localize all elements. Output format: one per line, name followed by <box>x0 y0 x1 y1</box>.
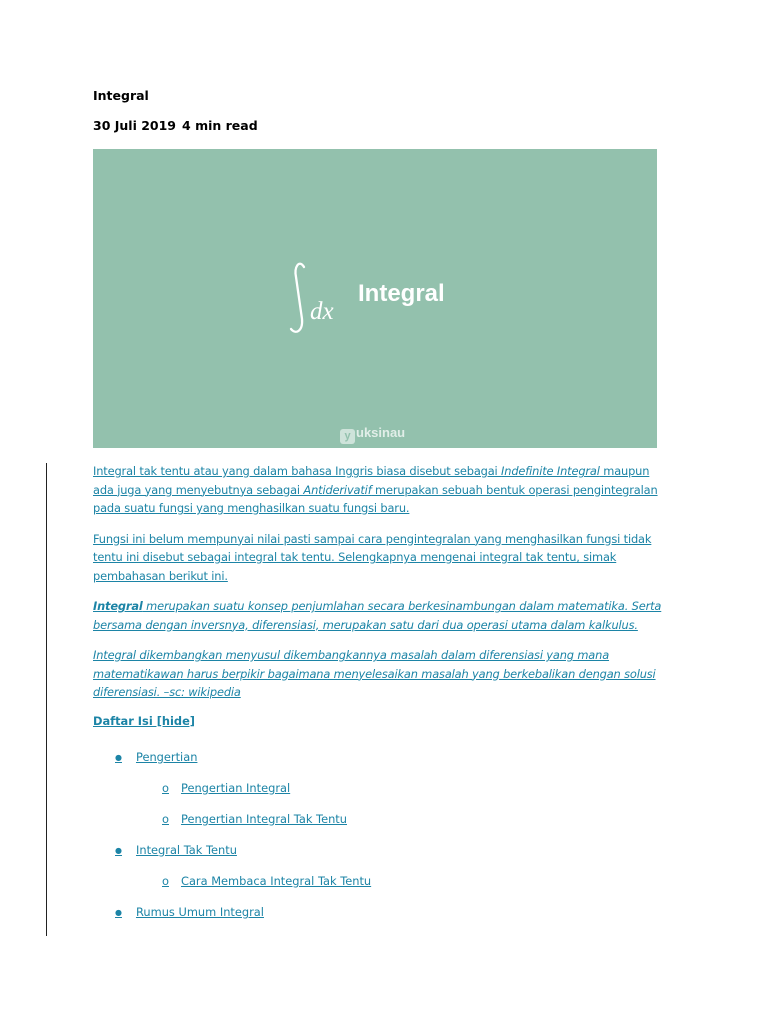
toc-item-pengertian[interactable] <box>115 750 197 764</box>
paragraph-integral-def[interactable] <box>93 597 673 634</box>
toc-item-label: Rumus Umum Integral <box>135 905 264 919</box>
toc-item-label: Pengertian Integral <box>180 781 291 795</box>
toc-sub-bullet-icon: o <box>162 781 169 795</box>
article-meta <box>93 118 264 133</box>
watermark-text: uksinau <box>356 425 406 440</box>
toc-sub-bullet-icon: o <box>162 874 169 888</box>
paragraph-intro-text: Integral tak tentu atau yang dalam bahasa Inggris biasa disebut sebagai <box>93 464 502 478</box>
paragraph-intro-text: merupakan sebuah bentuk operasi pengintegralan pada suatu fungsi yang menghasilkan suatu fungsi baru. <box>93 482 658 515</box>
paragraph-fungsi[interactable]: Fungsi ini belum mempunyai nilai pasti sampai cara pengintegralan yang menghasilkan fungsi tidak tentu ini disebut sebagai integral tak tentu. Selengkapnya mengenai integral tak tentu, simak pembahasan berikut ini. <box>93 531 652 583</box>
hero-title: Integral <box>358 280 445 307</box>
paragraph-intro-italic: Antiderivatif <box>303 482 372 497</box>
article-date: 30 Juli 2019 <box>93 118 177 133</box>
paragraph-integral-bold: Integral <box>93 599 143 613</box>
toc-sub-bullet-icon: o <box>162 812 169 826</box>
toc-item-integral-tak-tentu[interactable] <box>115 843 237 857</box>
article-title: Integral <box>93 88 149 103</box>
toc-bullet-icon: ● <box>115 908 122 917</box>
toc-bullet-icon: ● <box>115 846 122 855</box>
article-body <box>93 462 673 728</box>
hero-image <box>93 149 657 448</box>
integral-symbol-icon <box>284 259 354 339</box>
article-read-time: 4 min read <box>182 118 258 133</box>
paragraph-intro[interactable] <box>93 462 673 518</box>
paragraph-wikipedia[interactable]: Integral dikembangkan menyusul dikembangkannya masalah dalam diferensiasi yang mana matematikawan harus berpikir bagaimana menyelesaikan masalah yang berkebalikan dengan solusi diferensiasi. –sc: wikipedia <box>93 648 656 699</box>
toc-item-label: Pengertian <box>135 750 198 764</box>
paragraph-intro-text: maupun ada juga yang menyebutnya sebagai <box>93 464 650 497</box>
toc-item-label: Integral Tak Tentu <box>135 843 237 857</box>
watermark-logo <box>340 425 405 444</box>
hero-dx-text: dx <box>310 298 334 325</box>
toc-item-pengertian-integral-tak-tentu[interactable] <box>162 812 347 826</box>
left-margin-rule <box>46 463 47 936</box>
paragraph-intro-italic: Indefinite Integral <box>501 464 600 478</box>
toc-bullet-icon: ● <box>115 753 122 762</box>
watermark-mark: y <box>340 429 355 444</box>
toc-item-label: Cara Membaca Integral Tak Tentu <box>180 874 372 888</box>
toc-item-rumus-umum[interactable] <box>115 905 264 919</box>
toc-item-pengertian-integral[interactable] <box>162 781 290 795</box>
paragraph-integral-text: merupakan suatu konsep penjumlahan secara berkesinambungan dalam matematika. Serta bersama dengan inversnya, diferensiasi, merupakan satu dari dua operasi utama dalam kalkulus. <box>93 599 662 632</box>
toc-item-cara-membaca[interactable] <box>162 874 371 888</box>
toc-heading[interactable]: Daftar Isi [hide] <box>93 713 196 728</box>
toc-item-label: Pengertian Integral Tak Tentu <box>180 812 347 826</box>
